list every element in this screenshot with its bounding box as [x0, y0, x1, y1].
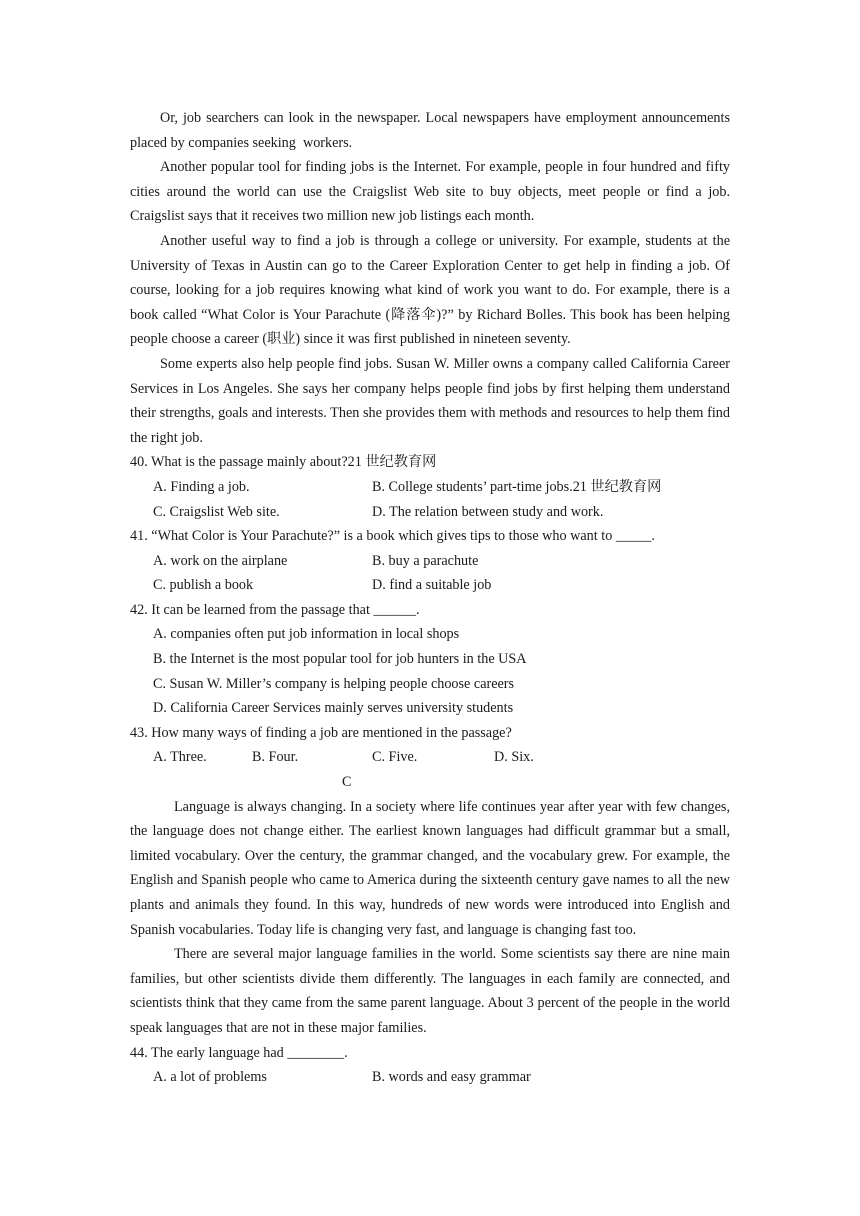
page-content	[130, 106, 730, 1090]
options-row	[130, 500, 730, 525]
option-a: A. Finding a job.	[153, 478, 250, 495]
option-a: A. companies often put job information in local shops	[153, 626, 460, 643]
question-stem: 42. It can be learned from the passage that ______.	[130, 601, 420, 618]
section-heading	[130, 770, 730, 795]
options-row	[130, 475, 730, 500]
question-44	[130, 1041, 730, 1090]
question-42	[130, 598, 730, 721]
options-row	[130, 1065, 730, 1090]
option-d: D. California Career Services mainly serves university students	[153, 700, 514, 717]
option-a: A. a lot of problems	[153, 1069, 267, 1086]
option-c: C. Susan W. Miller’s company is helping people choose careers	[153, 675, 515, 692]
option-b: B. Four.	[252, 749, 299, 766]
option-b: B. words and easy grammar	[372, 1069, 531, 1086]
option-d: D. The relation between study and work.	[372, 503, 604, 520]
question-stem: 40. What is the passage mainly about?21 世纪教育网	[130, 454, 437, 471]
options-row	[130, 745, 730, 770]
option-b: B. buy a parachute	[372, 552, 479, 569]
passage-paragraph: Another useful way to find a job is through a college or university. For example, students at the University of Texas in Austin can go to the Career Exploration Center to get help in finding a job. Of course, looking for a job requires knowing what kind of work you want to do. For example, there is a book called “What Color is Your Parachute (降落伞)?” by Richard Bolles. This book has been helping people choose a career (职业) since it was first published in nineteen seventy.	[130, 232, 730, 348]
option-a: A. work on the airplane	[153, 552, 288, 569]
question-40	[130, 450, 730, 524]
options-row	[130, 573, 730, 598]
option-c: C. publish a book	[153, 577, 254, 594]
passage-paragraph: There are several major language families in the world. Some scientists say there are nine main families, but other scientists divide them differently. The languages in each family are connected, and scientists think that they came from the same parent language. About 3 percent of the people in the world speak languages that are not in these major families.	[130, 946, 730, 1036]
question-41	[130, 524, 730, 598]
question-43	[130, 721, 730, 770]
option-d: D. Six.	[494, 749, 534, 766]
options-row	[130, 549, 730, 574]
question-stem: 41. “What Color is Your Parachute?” is a book which gives tips to those who want to _____.	[130, 528, 655, 545]
question-stem: 43. How many ways of finding a job are mentioned in the passage?	[130, 724, 512, 741]
option-b: B. the Internet is the most popular tool for job hunters in the USA	[153, 651, 527, 668]
passage-paragraph: Some experts also help people find jobs. Susan W. Miller owns a company called California Career Services in Los Angeles. She says her company helps people find jobs by first helping them understand their strengths, goals and interests. Then she provides them with methods and resources to help them find the right job.	[130, 355, 730, 446]
passage-paragraph: Another popular tool for finding jobs is the Internet. For example, people in four hundred and fifty cities around the world can use the Craigslist Web site to buy objects, meet people or find a job. Craigslist says that it receives two million new job listings each month.	[130, 159, 730, 225]
section-letter: C	[342, 774, 352, 791]
passage-paragraph: Or, job searchers can look in the newspaper. Local newspapers have employment announcements placed by companies seeking workers.	[130, 110, 730, 151]
passage-paragraph: Language is always changing. In a society where life continues year after year with few changes, the language does not change either. The earliest known languages had difficult grammar but a small, limited vocabulary. Over the century, the grammar changed, and the vocabulary grew. For example, the English and Spanish people who came to America during the sixteenth century gave names to all the new plants and animals they found. In this way, hundreds of new words were introduced into English and Spanish vocabularies. Today life is changing very fast, and language is changing fast too.	[130, 798, 730, 938]
option-a: A. Three.	[153, 749, 207, 766]
option-d: D. find a suitable job	[372, 577, 492, 594]
option-c: C. Craigslist Web site.	[153, 503, 280, 520]
option-b: B. College students’ part-time jobs.21 世纪教育网	[372, 478, 662, 495]
option-c: C. Five.	[372, 749, 418, 766]
question-stem: 44. The early language had ________.	[130, 1044, 348, 1061]
